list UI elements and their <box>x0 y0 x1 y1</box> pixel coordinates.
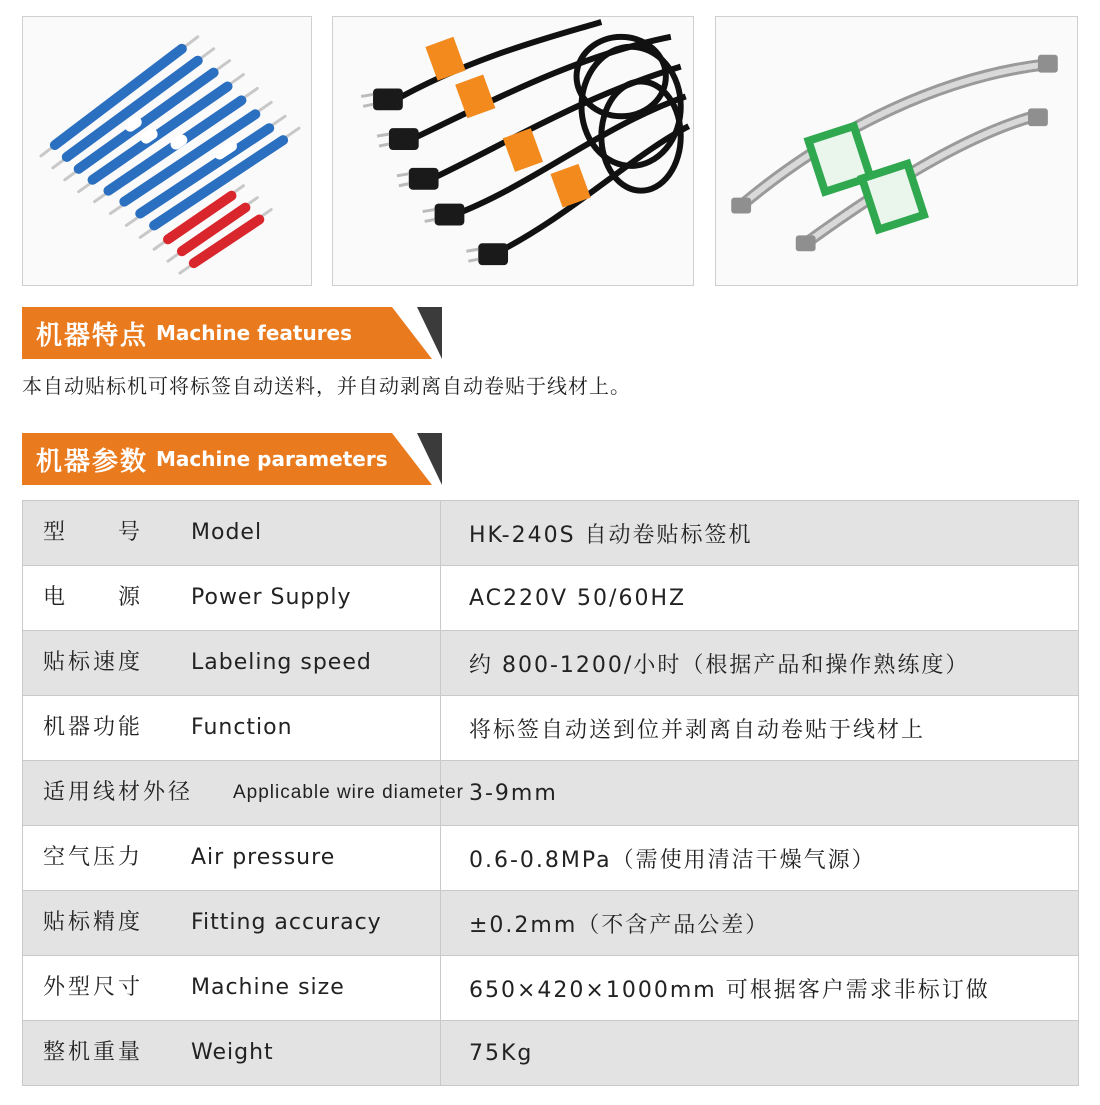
table-row <box>23 631 1079 696</box>
param-label-zh: 型 号 <box>43 520 144 545</box>
features-banner <box>22 307 442 359</box>
parameters-title-en: Machine parameters <box>156 447 388 471</box>
table-row <box>23 956 1079 1021</box>
parameters-title-zh: 机器参数 <box>36 446 149 477</box>
param-label-en: Fitting accuracy <box>191 910 382 935</box>
table-row <box>23 1021 1079 1086</box>
table-row <box>23 761 1079 826</box>
param-label-en: Applicable wire diameter <box>233 782 464 803</box>
param-label-en: Power Supply <box>191 585 352 610</box>
features-title-en: Machine features <box>156 321 353 345</box>
param-value: 650×420×1000mm 可根据客户需求非标订做 <box>441 956 1079 1021</box>
param-value: ±0.2mm（不含产品公差） <box>441 891 1079 956</box>
wire-sticks-photo <box>22 16 312 286</box>
param-value: AC220V 50/60HZ <box>441 566 1079 631</box>
table-row <box>23 696 1079 761</box>
param-label-zh: 整机重量 <box>43 1040 144 1065</box>
param-label-en: Model <box>191 520 263 545</box>
param-label-en: Air pressure <box>191 845 336 870</box>
param-label-zh: 空气压力 <box>43 845 144 870</box>
table-row <box>23 566 1079 631</box>
param-value: 75Kg <box>441 1021 1079 1086</box>
param-value: 将标签自动送到位并剥离自动卷贴于线材上 <box>441 696 1079 761</box>
features-description: 本自动贴标机可将标签自动送料，并自动剥离自动卷贴于线材上。 <box>22 374 631 398</box>
param-label-zh: 贴标速度 <box>43 650 144 675</box>
param-label-zh: 机器功能 <box>43 715 144 740</box>
param-label-zh: 外型尺寸 <box>43 975 144 1000</box>
param-value: 0.6-0.8MPa（需使用清洁干燥气源） <box>441 826 1079 891</box>
table-row <box>23 501 1079 566</box>
power-cords-photo <box>332 16 694 286</box>
param-label-en: Machine size <box>191 975 345 1000</box>
param-value: 3-9mm <box>441 761 1079 826</box>
table-row <box>23 891 1079 956</box>
features-title-zh: 机器特点 <box>36 320 149 351</box>
param-label-zh: 贴标精度 <box>43 910 144 935</box>
parameters-table <box>22 500 1079 1086</box>
table-row <box>23 826 1079 891</box>
param-label-zh: 电 源 <box>43 585 144 610</box>
param-label-en: Labeling speed <box>191 650 372 675</box>
param-value: HK-240S 自动卷贴标签机 <box>441 501 1079 566</box>
param-value: 约 800-1200/小时（根据产品和操作熟练度） <box>441 631 1079 696</box>
steel-hoses-photo <box>715 16 1078 286</box>
param-label-zh: 适用线材外径 <box>43 780 194 805</box>
param-label-en: Weight <box>191 1040 274 1065</box>
param-label-en: Function <box>191 715 293 740</box>
parameters-banner <box>22 433 442 485</box>
